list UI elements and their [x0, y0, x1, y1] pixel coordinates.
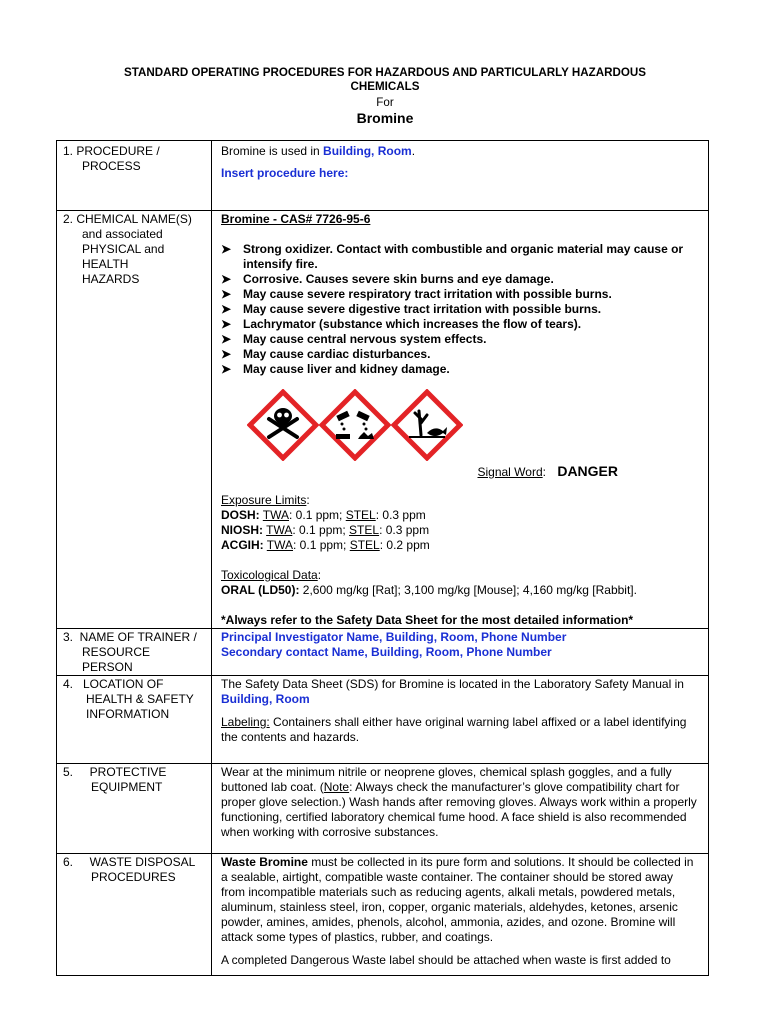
section-trainer — [57, 629, 709, 676]
section-label-cell — [57, 629, 212, 676]
exposure-limits: Exposure Limits: DOSH: TWA: 0.1 ppm; STEL: 0.3 ppm NIOSH: TWA: 0.1 ppm; STEL: 0.3 ppm ACGIH: TWA: 0.1 ppm; STEL: 0.2 ppm — [221, 493, 700, 553]
oral-ld50-label: ORAL (LD50): — [221, 583, 300, 597]
waste-label-text: A completed Dangerous Waste label should be attached when waste is first added to — [221, 953, 671, 967]
exposure-row: DOSH: TWA: 0.1 ppm; STEL: 0.3 ppm — [221, 508, 426, 522]
signal-word-label: Signal Word — [477, 465, 543, 479]
section-label: EQUIPMENT — [91, 780, 163, 794]
arrow-bullet-icon: ➤ — [221, 362, 232, 376]
ppe-text: Wear at the minimum nitrile or neoprene gloves, chemical splash goggles, and a fully buttoned lab coat. ( — [221, 765, 672, 794]
arrow-bullet-icon: ➤ — [221, 302, 232, 316]
arrow-bullet-icon: ➤ — [221, 317, 232, 331]
signal-word-row: Signal Word: DANGER — [477, 463, 618, 479]
exposure-row: ACGIH: TWA: 0.1 ppm; STEL: 0.2 ppm — [221, 538, 430, 552]
section-content-cell — [212, 676, 709, 764]
sds-location-text: The Safety Data Sheet (SDS) for Bromine is located in the Laboratory Safety Manual in — [221, 677, 684, 691]
usage-text: Bromine is used in — [221, 144, 324, 158]
hazard-item: ➤ Lachrymator (substance which increases the flow of tears). — [221, 317, 582, 331]
chemical-name-title: Bromine — [356, 110, 414, 126]
pi-contact: Principal Investigator Name, Building, Room, Phone Number — [221, 630, 567, 644]
section-label-cell — [57, 764, 212, 854]
section-label: 6. WASTE DISPOSAL — [63, 855, 196, 869]
arrow-bullet-icon: ➤ — [221, 332, 232, 346]
secondary-contact: Secondary contact Name, Building, Room, Phone Number — [221, 645, 552, 659]
signal-word: DANGER — [557, 463, 618, 479]
section-label: 3. NAME OF TRAINER / — [63, 630, 197, 644]
section-label: PHYSICAL and — [82, 242, 165, 256]
labeling-label: Labeling: — [221, 715, 270, 729]
section-label: 5. PROTECTIVE — [63, 765, 167, 779]
section-label: INFORMATION — [86, 707, 170, 721]
section-number: 1. — [63, 144, 74, 158]
section-label: 4. LOCATION OF — [63, 677, 164, 691]
hazard-item: ➤ May cause cardiac disturbances. — [221, 347, 431, 361]
section-label: RESOURCE — [82, 645, 151, 659]
section-location — [57, 676, 709, 764]
insert-procedure-placeholder: Insert procedure here: — [221, 166, 349, 180]
section-label: PROCEDURE / — [76, 144, 160, 158]
sop-table — [56, 140, 709, 976]
location-placeholder: Building, Room — [221, 692, 310, 706]
ghs-pictograms — [221, 389, 700, 467]
ppe-text: : Always check the manufacturer’s glove compatibility chart for proper glove selection.) Wash hands after removing gloves. Always work within a properly functioning, certified laboratory chemical fume hood. A face shield is also recommended when working with corrosive substances. — [221, 780, 697, 839]
section-label: HEALTH & SAFETY — [86, 692, 194, 706]
section-procedure — [57, 141, 709, 211]
section-label-cell — [57, 211, 212, 629]
section-label: PERSON — [82, 660, 133, 674]
note-label: Note — [323, 780, 350, 794]
exposure-limits-title: Exposure Limits — [221, 493, 307, 507]
section-hazards — [57, 211, 709, 629]
tox-title: Toxicological Data — [221, 568, 318, 582]
waste-bold: Waste Bromine — [221, 855, 308, 869]
section-label: and associated — [82, 227, 163, 241]
section-label-cell — [57, 141, 212, 211]
hazard-item: ➤ May cause liver and kidney damage. — [221, 362, 450, 376]
arrow-bullet-icon: ➤ — [221, 347, 232, 361]
corrosion-icon — [319, 389, 391, 461]
hazard-item: ➤ Strong oxidizer. Contact with combustible and organic material may cause or intensify fire. — [221, 242, 684, 271]
section-label: PROCESS — [82, 159, 141, 173]
section-label: HEALTH — [82, 257, 129, 271]
section-waste — [57, 854, 709, 976]
page-title: STANDARD OPERATING PROCEDURES FOR HAZARDOUS AND PARTICULARLY HAZARDOUS CHEMICALS — [124, 66, 646, 93]
location-placeholder: Building, Room — [323, 144, 412, 158]
skull-crossbones-icon — [247, 389, 319, 461]
for-label: For — [376, 96, 394, 109]
section-label: PROCEDURES — [91, 870, 176, 884]
section-label-cell — [57, 854, 212, 976]
section-content-cell: Bromine is used in Building, Room. Insert procedure here: — [212, 141, 709, 211]
labeling-text: Containers shall either have original warning label affixed or a label identifying the contents and hazards. — [221, 715, 687, 744]
sds-note: *Always refer to the Safety Data Sheet for the most detailed information* — [221, 613, 634, 627]
cas-number: Bromine - CAS# 7726-95-6 — [221, 212, 371, 226]
section-content-cell — [212, 211, 709, 629]
hazard-item: ➤ Corrosive. Causes severe skin burns and eye damage. — [221, 272, 554, 286]
environment-hazard-icon — [391, 389, 463, 461]
section-content-cell — [212, 854, 709, 976]
section-label-cell — [57, 676, 212, 764]
waste-text: must be collected in its pure form and solutions. It should be collected in a sealable, airtight, compatible waste container. The container should be stored away from incompatible materials such as reducing agents, alkali metals, powdered metals, aluminum, stainless steel, iron, copper, organic materials, aldehydes, ketones, arsenic powder, amines, amides, phenols, alcohol, ammonia, azides, and ozone. Bromine will attack some types of plastics, rubber, and coatings. — [221, 855, 694, 944]
toxicological-data: Toxicological Data: ORAL (LD50): 2,600 mg/kg [Rat]; 3,100 mg/kg [Mouse]; 4,160 mg/kg [Rabbit]. — [221, 568, 637, 597]
section-label: HAZARDS — [82, 272, 140, 286]
hazard-item: ➤ May cause severe respiratory tract irritation with possible burns. — [221, 287, 612, 301]
section-ppe — [57, 764, 709, 854]
hazard-list — [221, 242, 700, 377]
arrow-bullet-icon: ➤ — [221, 287, 232, 301]
arrow-bullet-icon: ➤ — [221, 272, 232, 286]
section-label: 2. CHEMICAL NAME(S) — [63, 212, 192, 226]
exposure-row: NIOSH: TWA: 0.1 ppm; STEL: 0.3 ppm — [221, 523, 430, 537]
oral-ld50-value: 2,600 mg/kg [Rat]; 3,100 mg/kg [Mouse]; 4,160 mg/kg [Rabbit]. — [299, 583, 637, 597]
hazard-item: ➤ May cause severe digestive tract irritation with possible burns. — [221, 302, 602, 316]
section-content-cell — [212, 629, 709, 676]
arrow-bullet-icon: ➤ — [221, 242, 232, 256]
hazard-item: ➤ May cause central nervous system effects. — [221, 332, 487, 346]
section-content-cell — [212, 764, 709, 854]
